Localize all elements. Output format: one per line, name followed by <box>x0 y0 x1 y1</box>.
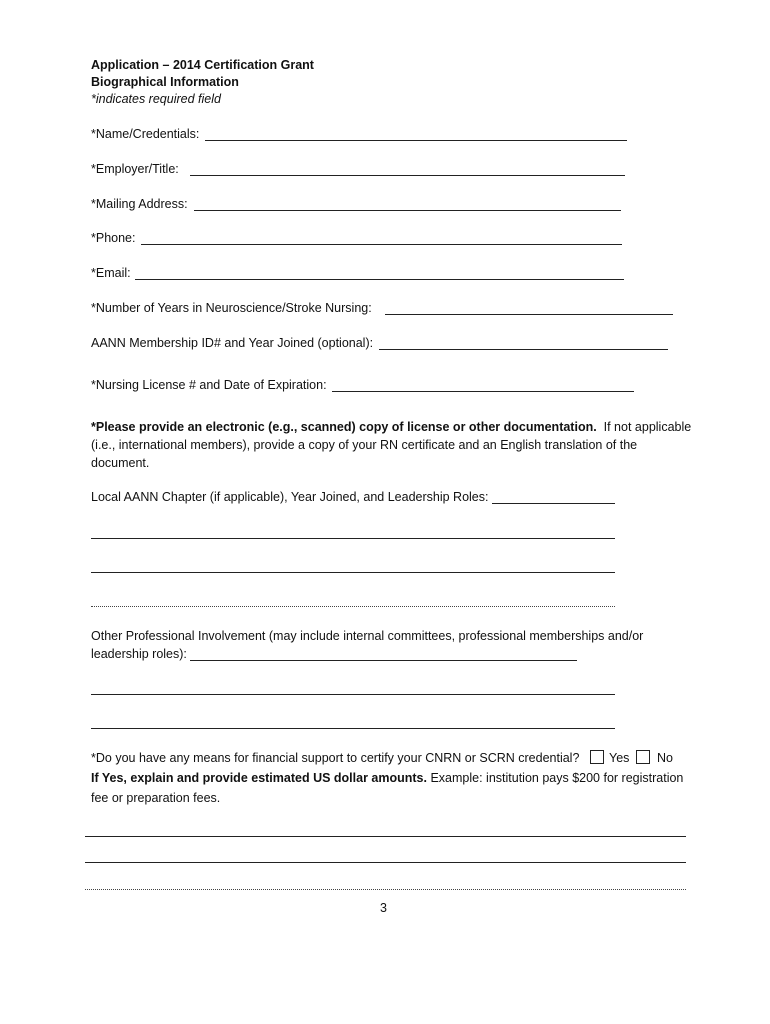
mailing-label: *Mailing Address: <box>91 197 188 211</box>
financial-explain-line2: fee or preparation fees. <box>91 791 221 805</box>
page-number: 3 <box>380 901 387 915</box>
phone-field[interactable] <box>141 244 622 245</box>
license-note-line1 <box>91 419 691 435</box>
email-field[interactable] <box>135 279 624 280</box>
professional-label-line2: leadership roles): <box>91 647 187 661</box>
financial-explain-rest: Example: institution pays $200 for registration <box>430 771 684 785</box>
yes-checkbox[interactable] <box>590 750 604 764</box>
email-label: *Email: <box>91 266 131 280</box>
license-label: *Nursing License # and Date of Expiration: <box>91 378 327 392</box>
financial-explain-line1 <box>91 770 683 786</box>
chapter-label: Local AANN Chapter (if applicable), Year Joined, and Leadership Roles: <box>91 490 489 504</box>
years-field[interactable] <box>385 314 673 315</box>
phone-label: *Phone: <box>91 231 136 245</box>
no-checkbox[interactable] <box>636 750 650 764</box>
chapter-line-3[interactable] <box>91 572 615 573</box>
no-label: No <box>657 751 673 765</box>
chapter-line-4[interactable] <box>91 606 615 607</box>
license-note-line3: document. <box>91 456 150 470</box>
license-field[interactable] <box>332 391 634 392</box>
yes-label: Yes <box>609 751 630 765</box>
chapter-line-2[interactable] <box>91 538 615 539</box>
financial-question: *Do you have any means for financial support to certify your CNRN or SCRN credential? <box>91 751 580 765</box>
professional-field[interactable] <box>190 660 577 661</box>
professional-line-3[interactable] <box>91 728 615 729</box>
financial-explain-bold: If Yes, explain and provide estimated US dollar amounts. <box>91 771 427 785</box>
financial-line-1[interactable] <box>85 836 686 837</box>
professional-line-2[interactable] <box>91 694 615 695</box>
section-title: Biographical Information <box>91 75 239 89</box>
license-note-bold: *Please provide an electronic (e.g., scanned) copy of license or other documentation. <box>91 420 597 434</box>
employer-field[interactable] <box>190 175 625 176</box>
membership-label: AANN Membership ID# and Year Joined (optional): <box>91 336 374 350</box>
form-title: Application – 2014 Certification Grant <box>91 58 314 72</box>
license-note-rest: If not applicable <box>603 420 692 434</box>
membership-field[interactable] <box>379 349 668 350</box>
required-note: *indicates required field <box>91 92 221 106</box>
professional-label-line1: Other Professional Involvement (may include internal committees, professional memberships and/or <box>91 629 644 643</box>
years-label: *Number of Years in Neuroscience/Stroke Nursing: <box>91 301 372 315</box>
chapter-field[interactable] <box>492 503 615 504</box>
mailing-field[interactable] <box>194 210 621 211</box>
name-label: *Name/Credentials: <box>91 127 200 141</box>
financial-line-3[interactable] <box>85 889 686 890</box>
employer-label: *Employer/Title: <box>91 162 179 176</box>
license-note-line2: (i.e., international members), provide a copy of your RN certificate and an English translation of the <box>91 438 638 452</box>
financial-line-2[interactable] <box>85 862 686 863</box>
name-field[interactable] <box>205 140 627 141</box>
